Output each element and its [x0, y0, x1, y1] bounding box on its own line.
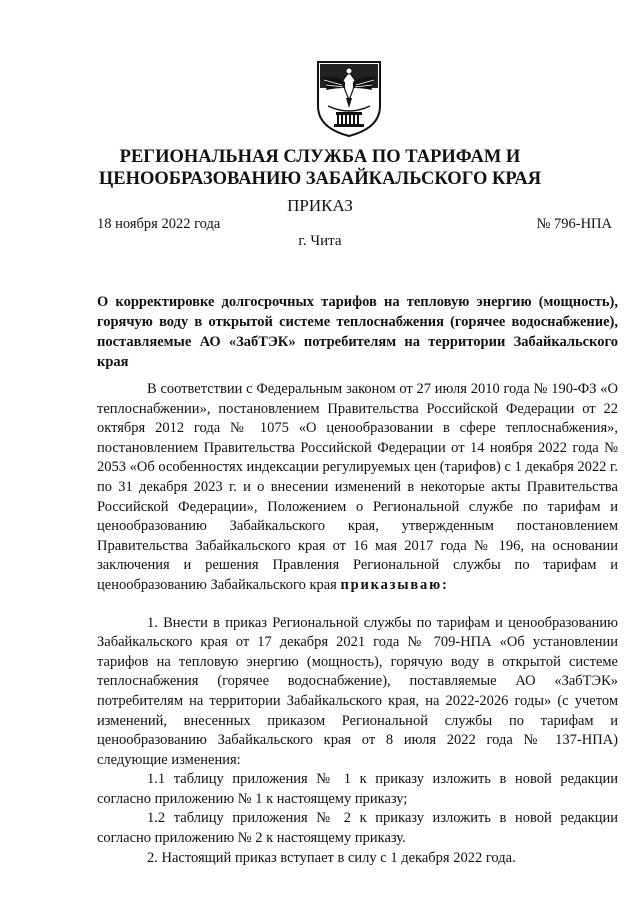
- coat-of-arms-icon: [312, 58, 386, 138]
- item-1-2: 1.2 таблицу приложения № 2 к приказу изложить в новой редакции согласно приложению № 2 к настоящему приказу.: [97, 810, 618, 847]
- preamble-text: В соответствии с Федеральным законом от 27 июля 2010 года № 190-ФЗ «О теплоснабжении», постановлением Правительства Российской Федерации от 22 октября 2012 года № 1075 «О ценообразовании в сфере теплоснабжения», постановлением Правительства Российской Федерации от 14 ноября 2022 года № 2053 «Об особенностях индексации регулируемых цен (тарифов) с 1 декабря 2022 г. по 31 декабря 2023 г. и о внесении изменений в некоторые акты Правительства Российской Федерации», Положением о Региональной службе по тарифам и ценообразованию Забайкальского края, утвержденным постановлением Правительства Забайкальского края от 16 мая 2017 года № 196, на основании заключения и решения Правления Региональной службы по тарифам и ценообразованию Забайкальского края: [97, 381, 618, 593]
- order-word: приказываю:: [340, 576, 449, 593]
- organization-title-line1: РЕГИОНАЛЬНАЯ СЛУЖБА ПО ТАРИФАМ И: [119, 147, 521, 167]
- organization-title: [0, 146, 640, 190]
- item-1: 1. Внести в приказ Региональной службы по тарифам и ценообразованию Забайкальского края от 17 декабря 2021 года № 709-НПА «Об установлении тарифов на тепловую энергию (мощность), горячую воду в открытой системе теплоснабжения (горячее водоснабжение), поставляемые АО «ЗабТЭК» потребителям на территории Забайкальского края, на 2022-2026 годы» (с учетом изменений, внесенных приказом Региональной службы по тарифам и ценообразованию Забайкальского края от 8 июля 2022 года № 137-НПА) следующие изменения:: [97, 614, 618, 768]
- item-1-1: 1.1 таблицу приложения № 1 к приказу изложить в новой редакции согласно приложению № 1 к настоящему приказу;: [97, 771, 618, 807]
- document-number: № 796-НПА: [536, 216, 612, 232]
- document-date: 18 ноября 2022 года: [97, 216, 221, 232]
- document-subject: О корректировке долгосрочных тарифов на тепловую энергию (мощность), горячую воду в открытой системе теплоснабжения (горячее водоснабжение), поставляемые АО «ЗабТЭК» потребителям на территории Забайкальского края: [97, 294, 618, 370]
- preamble-paragraph: [97, 380, 618, 596]
- document-type: ПРИКАЗ: [287, 196, 353, 215]
- document-city: г. Чита: [298, 233, 342, 249]
- document-body: [97, 380, 618, 868]
- item-2: 2. Настоящий приказ вступает в силу с 1 декабря 2022 года.: [147, 849, 516, 866]
- organization-title-line2: ЦЕНООБРАЗОВАНИЮ ЗАБАЙКАЛЬСКОГО КРАЯ: [98, 169, 542, 189]
